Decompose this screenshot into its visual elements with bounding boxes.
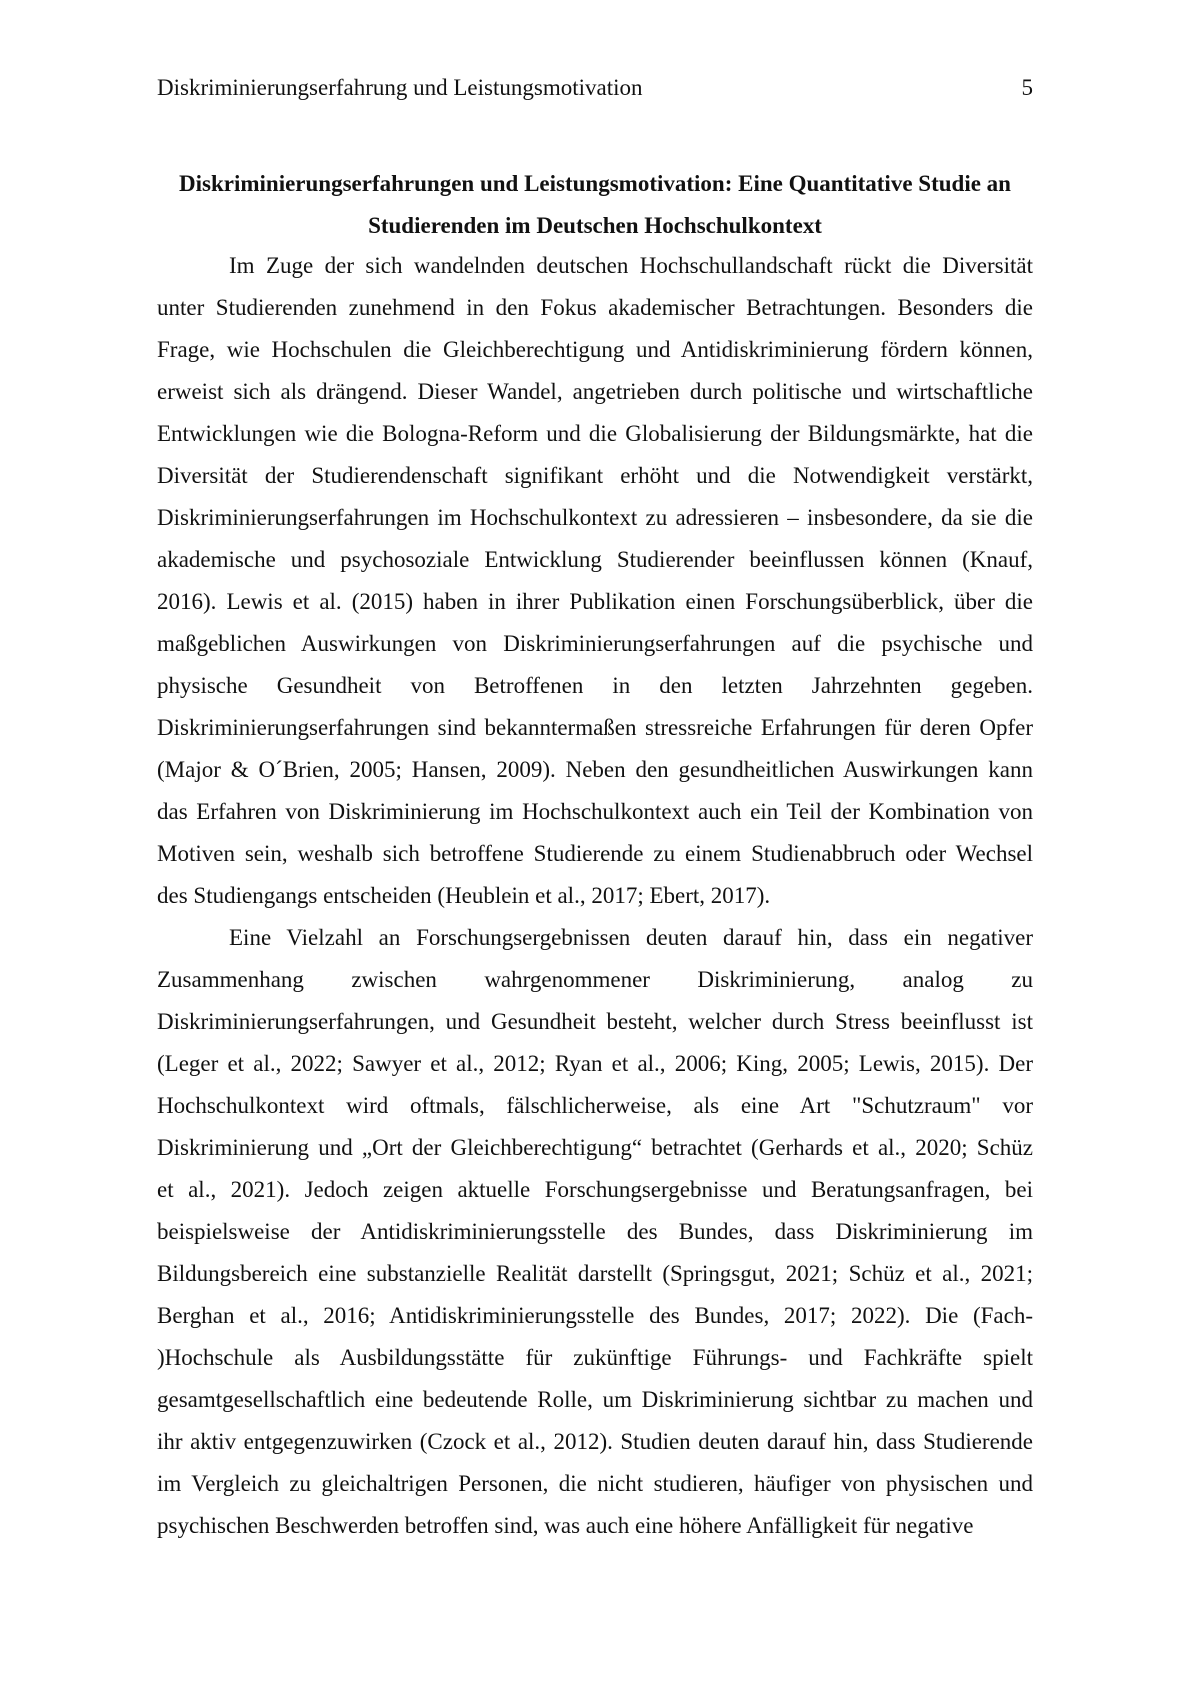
paragraph-line: Bildungsbereich eine substanzielle Realität darstellt (Springsgut, 2021; Schüz et al., 2021; <box>157 1261 1033 1286</box>
paragraph-line: psychischen Beschwerden betroffen sind, was auch eine höhere Anfälligkeit für negative <box>157 1513 974 1538</box>
paragraph-line: Diskriminierungserfahrungen, und Gesundheit besteht, welcher durch Stress beeinflusst ist <box>157 1009 1033 1034</box>
paragraph-line: Hochschulkontext wird oftmals, fälschlicherweise, als eine Art "Schutzraum" vor <box>157 1093 1033 1118</box>
paragraph-line: Im Zuge der sich wandelnden deutschen Hochschullandschaft rückt die Diversität <box>229 253 1033 278</box>
paragraph-line: Diskriminierungserfahrungen sind bekanntermaßen stressreiche Erfahrungen für deren Opfer <box>157 715 1033 740</box>
section-title <box>157 163 1033 247</box>
paragraph-line: physische Gesundheit von Betroffenen in den letzten Jahrzehnten gegeben. <box>157 673 1033 698</box>
paragraph-line: Diversität der Studierendenschaft signifikant erhöht und die Notwendigkeit verstärkt, <box>157 463 1033 488</box>
paragraph-line: Frage, wie Hochschulen die Gleichberechtigung und Antidiskriminierung fördern können, <box>157 337 1033 362</box>
paragraph-line: Berghan et al., 2016; Antidiskriminierungsstelle des Bundes, 2017; 2022). Die (Fach- <box>157 1303 1033 1328</box>
paragraph-line: gesamtgesellschaftlich eine bedeutende Rolle, um Diskriminierung sichtbar zu machen und <box>157 1387 1033 1412</box>
paragraph-line: erweist sich als drängend. Dieser Wandel, angetrieben durch politische und wirtschaftliche <box>157 379 1033 404</box>
paragraph-line: (Leger et al., 2022; Sawyer et al., 2012; Ryan et al., 2006; King, 2005; Lewis, 2015). Der <box>157 1051 1033 1076</box>
paragraph-line: Entwicklungen wie die Bologna-Reform und die Globalisierung der Bildungsmärkte, hat die <box>157 421 1033 446</box>
paragraph-line: Motiven sein, weshalb sich betroffene Studierende zu einem Studienabbruch oder Wechsel <box>157 841 1033 866</box>
paragraph-line: et al., 2021). Jedoch zeigen aktuelle Forschungsergebnisse und Beratungsanfragen, bei <box>157 1177 1033 1202</box>
paragraph-2 <box>157 917 1033 1547</box>
section-title-line-1: Diskriminierungserfahrungen und Leistungsmotivation: Eine Quantitative Studie an <box>179 171 1011 196</box>
paragraph-line: Zusammenhang zwischen wahrgenommener Diskriminierung, analog zu <box>157 967 1033 992</box>
paragraph-line: Diskriminierungserfahrungen im Hochschulkontext zu adressieren – insbesondere, da sie die <box>157 505 1033 530</box>
section-title-line-2: Studierenden im Deutschen Hochschulkontext <box>368 213 822 238</box>
paragraph-line: Diskriminierung und „Ort der Gleichberechtigung“ betrachtet (Gerhards et al., 2020; Schüz <box>157 1135 1033 1160</box>
page-number: 5 <box>1021 75 1033 100</box>
paragraph-line: (Major & O´Brien, 2005; Hansen, 2009). Neben den gesundheitlichen Auswirkungen kann <box>157 757 1033 782</box>
paragraph-line: ihr aktiv entgegenzuwirken (Czock et al., 2012). Studien deuten darauf hin, dass Studierende <box>157 1429 1033 1454</box>
paragraph-line: unter Studierenden zunehmend in den Fokus akademischer Betrachtungen. Besonders die <box>157 295 1033 320</box>
paragraph-line: des Studiengangs entscheiden (Heublein et al., 2017; Ebert, 2017). <box>157 883 771 908</box>
paragraph-line: )Hochschule als Ausbildungsstätte für zukünftige Führungs- und Fachkräfte spielt <box>157 1345 1033 1370</box>
paragraph-line: beispielsweise der Antidiskriminierungsstelle des Bundes, dass Diskriminierung im <box>157 1219 1033 1244</box>
paragraph-line: maßgeblichen Auswirkungen von Diskriminierungserfahrungen auf die psychische und <box>157 631 1033 656</box>
paragraph-line: im Vergleich zu gleichaltrigen Personen, die nicht studieren, häufiger von physischen und <box>157 1471 1033 1496</box>
running-title: Diskriminierungserfahrung und Leistungsmotivation <box>157 75 643 100</box>
paragraph-line: das Erfahren von Diskriminierung im Hochschulkontext auch ein Teil der Kombination von <box>157 799 1033 824</box>
running-header <box>157 70 1033 106</box>
paragraph-line: 2016). Lewis et al. (2015) haben in ihrer Publikation einen Forschungsüberblick, über die <box>157 589 1033 614</box>
body-text <box>157 245 1033 1547</box>
paragraph-line: akademische und psychosoziale Entwicklung Studierender beeinflussen können (Knauf, <box>157 547 1033 572</box>
paragraph-line: Eine Vielzahl an Forschungsergebnissen deuten darauf hin, dass ein negativer <box>229 925 1033 950</box>
paragraph-1 <box>157 245 1033 917</box>
